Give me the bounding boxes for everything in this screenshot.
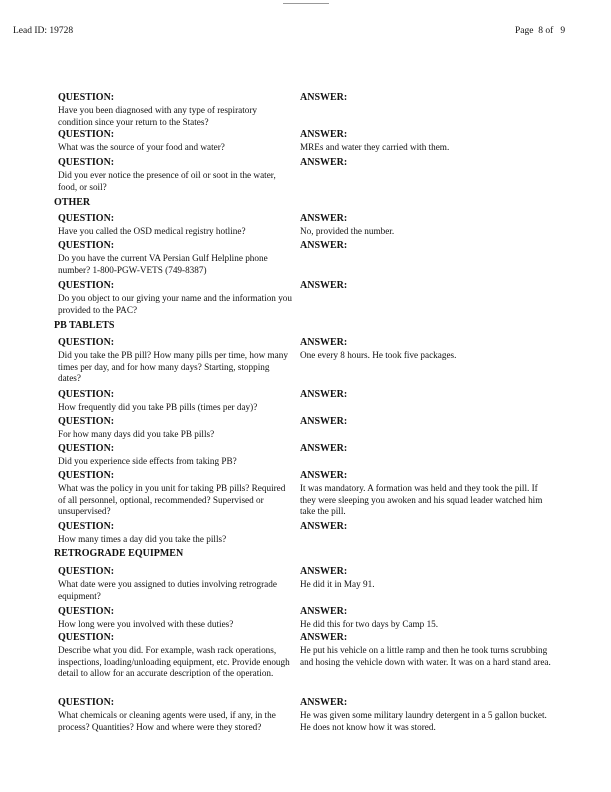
answer-block (300, 416, 555, 429)
section-heading-pb-tablets: PB TABLETS (54, 320, 115, 331)
answer-text: MREs and water they carried with them. (300, 142, 450, 152)
answer-block (300, 337, 555, 362)
question-block (58, 129, 293, 154)
question-text: Have you been diagnosed with any type of respiratory condition since your return to the States? (58, 105, 258, 127)
question-text: How long were you involved with these duties? (58, 619, 234, 629)
answer-block (300, 92, 555, 105)
question-label: QUESTION: (58, 416, 115, 427)
answer-label: ANSWER: (300, 337, 348, 348)
answer-block (300, 129, 555, 154)
answer-block (300, 566, 555, 591)
answer-label: ANSWER: (300, 416, 348, 427)
question-label: QUESTION: (58, 213, 115, 224)
section-heading-retrograde: RETROGRADE EQUIPMEN (54, 548, 184, 559)
question-label: QUESTION: (58, 632, 115, 643)
lead-id: Lead ID: 19728 (13, 26, 74, 36)
question-label: QUESTION: (58, 280, 115, 291)
question-block (58, 92, 293, 128)
question-block (58, 213, 293, 238)
answer-label: ANSWER: (300, 632, 348, 643)
answer-label: ANSWER: (300, 240, 348, 251)
answer-block (300, 606, 555, 631)
question-text: Describe what you did. For example, wash rack operations, inspections, loading/unloading equipment, etc. Provide enough detail to allow for an accurate description of the operation. (58, 645, 290, 679)
answer-block (300, 240, 555, 253)
question-block (58, 389, 293, 414)
question-block (58, 632, 293, 680)
question-label: QUESTION: (58, 566, 115, 577)
answer-block (300, 389, 555, 402)
answer-label: ANSWER: (300, 157, 348, 168)
answer-block (300, 470, 555, 518)
answer-text: It was mandatory. A formation was held and they took the pill. If they were sleeping you awoken and his squad leader watched him take the pill. (300, 483, 543, 517)
question-block (58, 157, 293, 193)
page-label: Page (515, 26, 534, 36)
answer-label: ANSWER: (300, 606, 348, 617)
answer-label: ANSWER: (300, 697, 348, 708)
question-label: QUESTION: (58, 443, 115, 454)
question-text: Did you ever notice the presence of oil or soot in the water, food, or soil? (58, 170, 276, 192)
section-heading-other: OTHER (54, 197, 91, 208)
answer-label: ANSWER: (300, 213, 348, 224)
answer-block (300, 521, 555, 534)
answer-block (300, 280, 555, 293)
answer-label: ANSWER: (300, 470, 348, 481)
answer-block (300, 443, 555, 456)
answer-label: ANSWER: (300, 443, 348, 454)
answer-block (300, 632, 555, 668)
question-text: Do you object to our giving your name and the information you provided to the PAC? (58, 293, 292, 315)
answer-label: ANSWER: (300, 566, 348, 577)
answer-label: ANSWER: (300, 389, 348, 400)
page-indicator (515, 26, 565, 36)
answer-label: ANSWER: (300, 92, 348, 103)
question-block (58, 443, 293, 468)
question-label: QUESTION: (58, 240, 115, 251)
question-label: QUESTION: (58, 157, 115, 168)
answer-text: He did this for two days by Camp 15. (300, 619, 439, 629)
question-block (58, 606, 293, 631)
question-text: Have you called the OSD medical registry hotline? (58, 226, 246, 236)
question-text: What date were you assigned to duties involving retrograde equipment? (58, 579, 277, 601)
answer-text: He did it in May 91. (300, 579, 375, 589)
answer-block (300, 213, 555, 238)
page-of-label: of (545, 26, 554, 36)
question-text: What chemicals or cleaning agents were used, if any, in the process? Quantities? How and where were they stored? (58, 710, 276, 732)
question-label: QUESTION: (58, 697, 115, 708)
answer-block (300, 157, 555, 170)
question-block (58, 697, 293, 733)
answer-block (300, 697, 555, 733)
question-label: QUESTION: (58, 337, 115, 348)
question-block (58, 337, 293, 385)
page-number: 8 (538, 26, 543, 36)
answer-text: No, provided the number. (300, 226, 395, 236)
question-block (58, 566, 293, 602)
top-rule (283, 3, 329, 4)
question-label: QUESTION: (58, 521, 115, 532)
answer-text: He was given some military laundry detergent in a 5 gallon bucket. He does not know how it was stored. (300, 710, 547, 732)
answer-label: ANSWER: (300, 280, 348, 291)
question-block (58, 470, 293, 518)
question-label: QUESTION: (58, 606, 115, 617)
question-label: QUESTION: (58, 129, 115, 140)
question-block (58, 240, 293, 276)
question-text: How many times a day did you take the pills? (58, 534, 227, 544)
question-block (58, 416, 293, 441)
question-text: What was the source of your food and water? (58, 142, 225, 152)
question-label: QUESTION: (58, 389, 115, 400)
question-text: For how many days did you take PB pills? (58, 429, 215, 439)
question-label: QUESTION: (58, 92, 115, 103)
page-total: 9 (560, 26, 566, 36)
question-text: Did you take the PB pill? How many pills per time, how many times per day, and for how many days? Starting, stopping dates? (58, 350, 288, 384)
answer-text: He put his vehicle on a little ramp and then he took turns scrubbing and hosing the vehicle down with water. It was on a hard stand area. (300, 645, 551, 667)
question-label: QUESTION: (58, 470, 115, 481)
answer-label: ANSWER: (300, 521, 348, 532)
question-text: How frequently did you take PB pills (times per day)? (58, 402, 258, 412)
question-block (58, 280, 293, 316)
question-text: What was the policy in you unit for taking PB pills? Required of all personnel, optional, recommended? Supervised or unsupervised? (58, 483, 286, 517)
question-block (58, 521, 293, 546)
question-text: Did you experience side effects from taking PB? (58, 456, 237, 466)
answer-label: ANSWER: (300, 129, 348, 140)
answer-text: One every 8 hours. He took five packages. (300, 350, 457, 360)
question-text: Do you have the current VA Persian Gulf Helpline phone number? 1-800-PGW-VETS (749-8387) (58, 253, 268, 275)
